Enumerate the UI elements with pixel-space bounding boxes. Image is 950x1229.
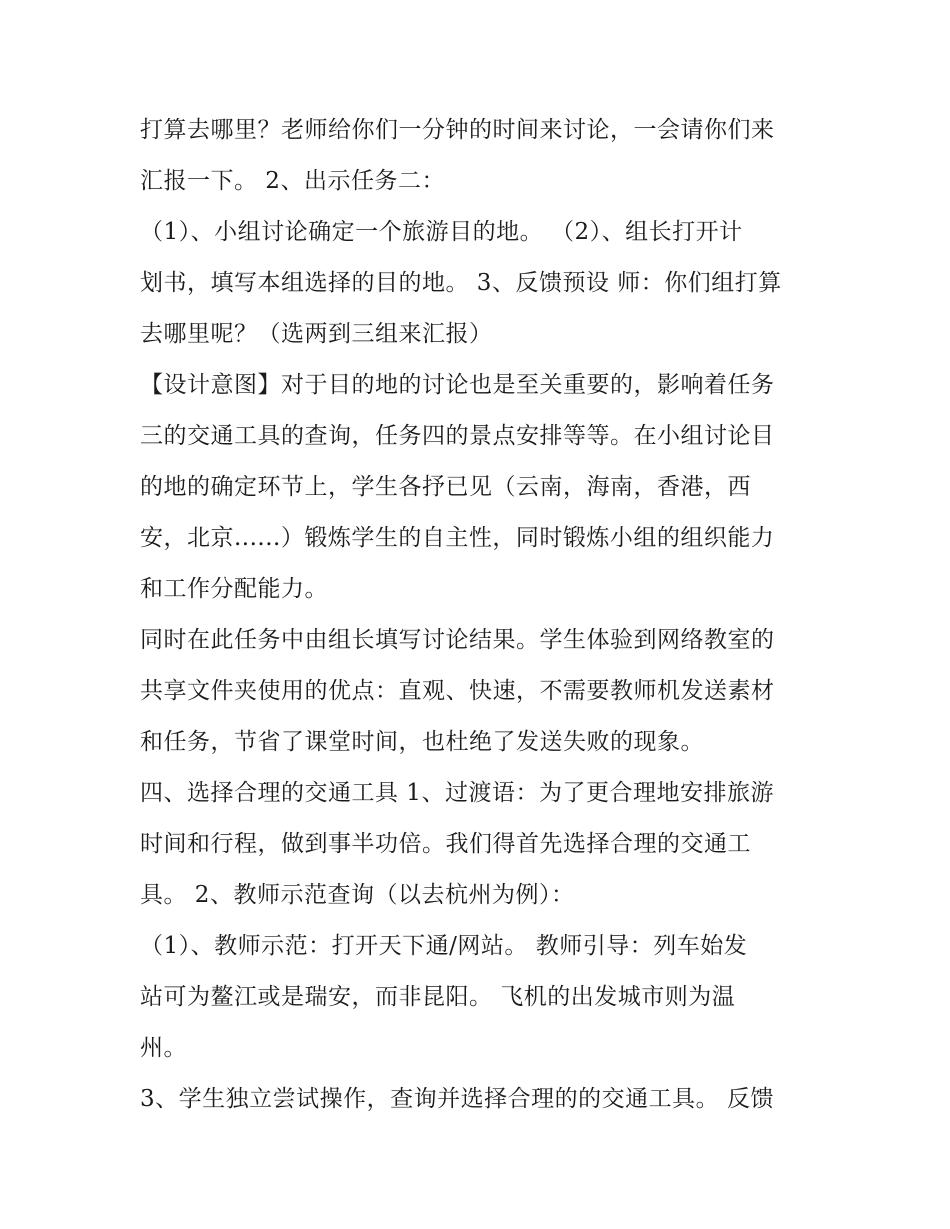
document-body [140,108,830,1128]
text-line: 三的交通工具的查询，任务四的景点安排等等。在小组讨论目 [140,423,775,449]
text-line: 时间和行程，做到事半功倍。我们得首先选择合理的交通工 [140,831,751,857]
text-line: （1）、小组讨论确定一个旅游目的地。 （2）、组长打开计 [140,219,743,245]
text-line: 州。 [140,1035,187,1061]
text-line: 站可为鳌江或是瑞安，而非昆阳。 飞机的出发城市则为温 [140,984,736,1010]
text-line: （1）、教师示范：打开天下通/网站。 教师引导：列车始发 [140,933,748,959]
text-line: 和任务，节省了课堂时间，也杜绝了发送失败的现象。 [140,729,704,755]
text-line: 3、学生独立尝试操作，查询并选择合理的的交通工具。 反馈 [140,1086,774,1112]
text-line: 汇报一下。 2、出示任务二： [140,168,445,194]
text-line: 共享文件夹使用的优点：直观、快速，不需要教师机发送素材 [140,678,775,704]
text-line: 打算去哪里？老师给你们一分钟的时间来讨论，一会请你们来 [140,117,775,143]
text-line: 四、选择合理的交通工具 1、过渡语：为了更合理地安排旅游 [140,780,774,806]
text-line: 的地的确定环节上，学生各抒已见（云南，海南，香港，西 [140,474,751,500]
text-line: 去哪里呢？（选两到三组来汇报） [140,321,493,347]
text-line: 【设计意图】对于目的地的讨论也是至关重要的，影响着任务 [140,372,775,398]
text-line: 划书，填写本组选择的目的地。 3、反馈预设 师：你们组打算 [140,270,782,296]
text-line: 安，北京......）锻炼学生的自主性，同时锻炼小组的组织能力 [140,525,775,551]
text-line: 具。 2、教师示范查询（以去杭州为例）： [140,882,575,908]
text-line: 和工作分配能力。 [140,576,328,602]
text-line: 同时在此任务中由组长填写讨论结果。学生体验到网络教室的 [140,627,775,653]
